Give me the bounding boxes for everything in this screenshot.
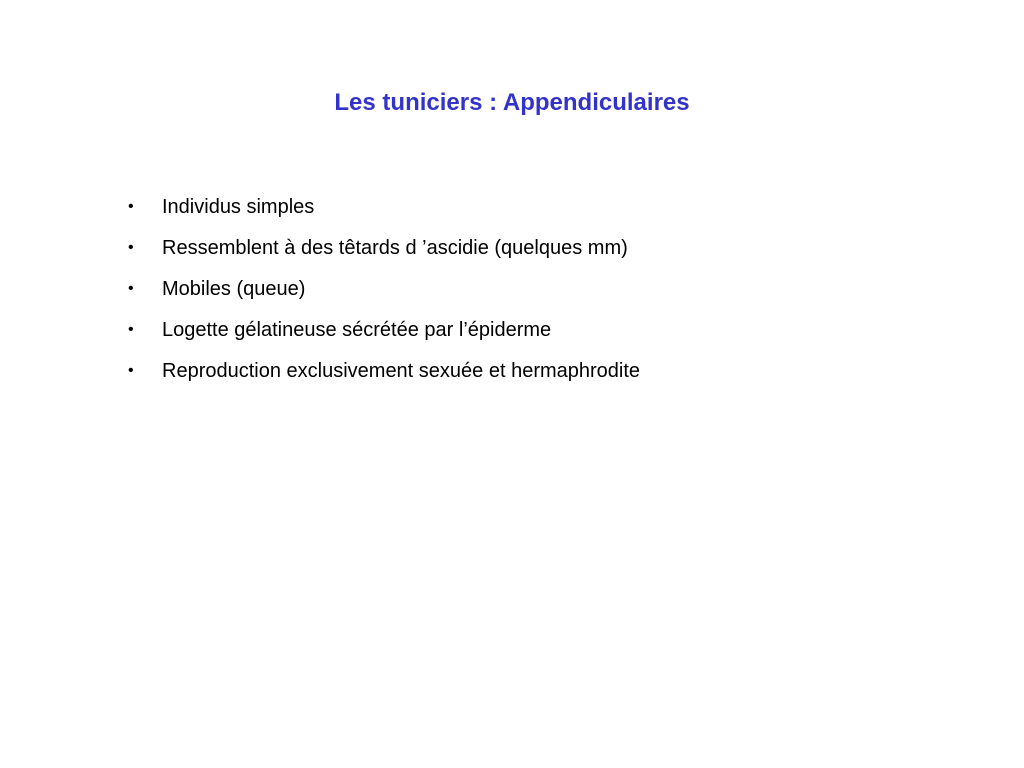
bullet-text: Logette gélatineuse sécrétée par l’épiderme bbox=[162, 319, 552, 341]
list-item bbox=[128, 356, 968, 397]
bullet-icon: • bbox=[128, 198, 134, 215]
bullet-list bbox=[128, 192, 968, 397]
slide-title: Les tuniciers : Appendiculaires bbox=[334, 89, 690, 116]
bullet-icon: • bbox=[128, 362, 134, 379]
bullet-icon: • bbox=[128, 280, 134, 297]
list-item bbox=[128, 192, 968, 233]
list-item bbox=[128, 315, 968, 356]
list-item bbox=[128, 274, 968, 315]
bullet-text: Individus simples bbox=[162, 196, 315, 218]
bullet-text: Mobiles (queue) bbox=[162, 278, 306, 300]
list-item bbox=[128, 233, 968, 274]
bullet-text: Ressemblent à des têtards d ’ascidie (quelques mm) bbox=[162, 237, 628, 259]
bullet-icon: • bbox=[128, 239, 134, 256]
bullet-text: Reproduction exclusivement sexuée et hermaphrodite bbox=[162, 360, 641, 382]
bullet-icon: • bbox=[128, 321, 134, 338]
